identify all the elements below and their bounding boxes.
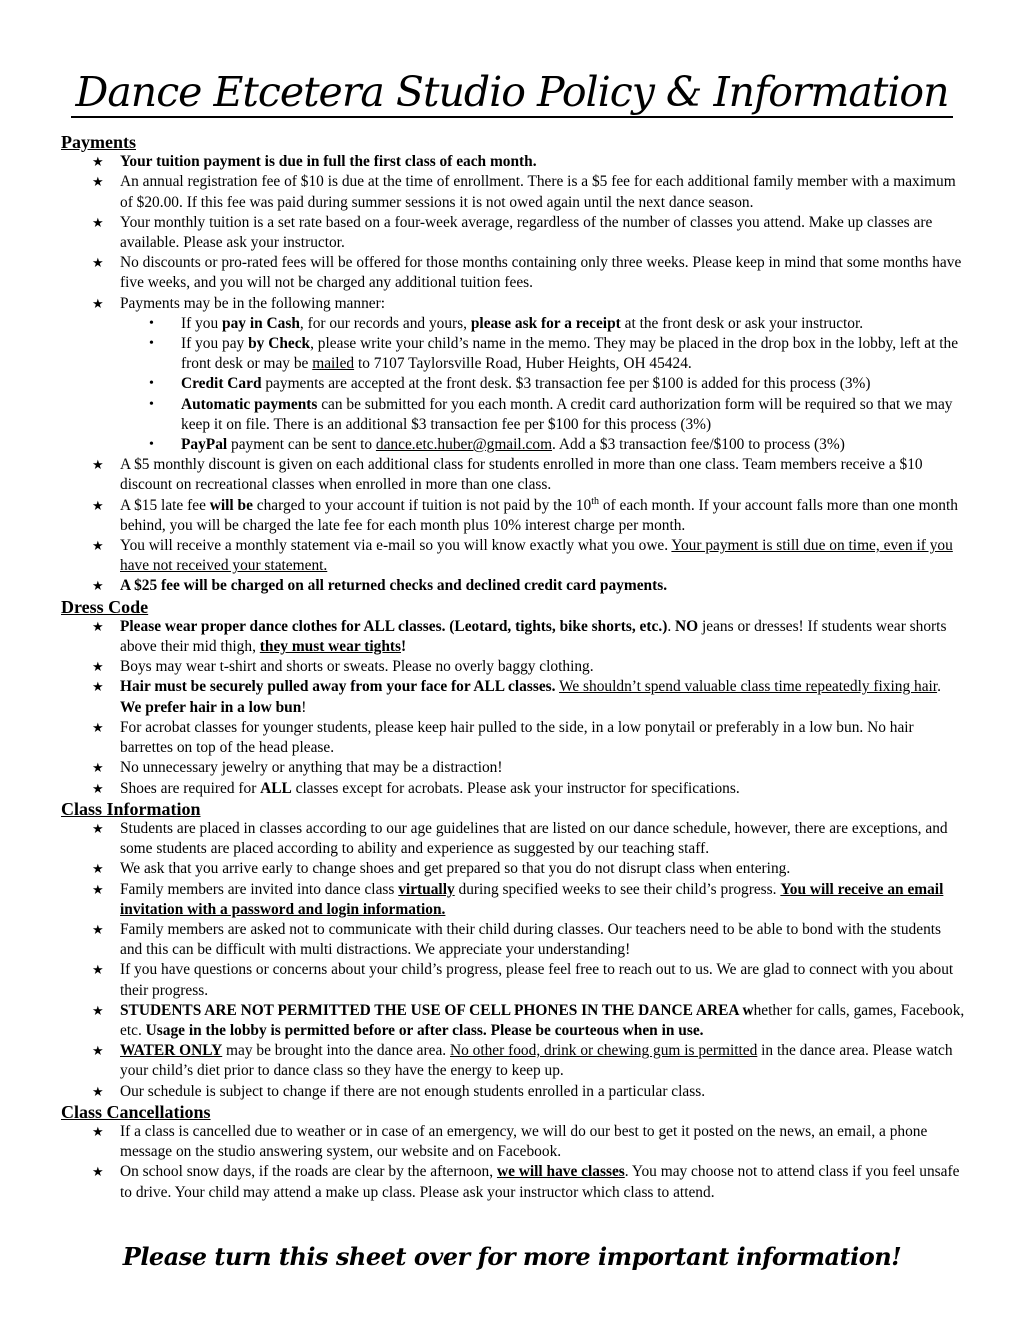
bullet-icon: • (149, 315, 154, 331)
star-icon: ★ (92, 1043, 104, 1059)
star-icon: ★ (92, 1123, 104, 1139)
star-icon: ★ (92, 1164, 104, 1180)
star-icon: ★ (92, 820, 104, 836)
payment-method-check: • If you pay by Check, please write your child’s name in the memo. They may be placed in the drop box in the lobby, left at the front desk or may be mailed to 7107 Taylorsville Road, Huber Heights, OH 45424. (149, 335, 959, 373)
star-icon: ★ (92, 1083, 104, 1099)
payment-method-cash: • If you pay in Cash, for our records and yours, please ask for a receipt at the front desk or ask your instructor. (120, 314, 966, 334)
class-information-heading: Class Information (61, 798, 201, 819)
list-item: ★ Your monthly tuition is a set rate based on a four-week average, regardless of the number of classes you attend. Make up classes are available. Please ask your instructor. (92, 213, 933, 252)
star-icon: ★ (92, 538, 104, 554)
star-icon: ★ (92, 659, 104, 675)
payment-method-automatic: • Automatic payments can be submitted for you each month. A credit card authorization form will be required so that we may keep it on file. There is an additional $3 transaction fee per $100 for this process (3%) (149, 395, 953, 433)
star-icon: ★ (92, 497, 104, 513)
star-icon: ★ (92, 154, 104, 170)
payment-method-card: • Credit Card payments are accepted at the front desk. $3 transaction fee per $100 is added for this process (3%) (120, 374, 966, 394)
star-icon: ★ (92, 881, 104, 897)
star-icon: ★ (92, 457, 104, 473)
star-icon: ★ (92, 1002, 104, 1018)
list-item: ★ Hair must be securely pulled away from your face for ALL classes. We shouldn’t spend valuable class time repeatedly fixing hair. We prefer hair in a low bun! (92, 678, 941, 716)
list-item: ★ If a class is cancelled due to weather or in case of an emergency, we will do our best to get it posted on the news, an email, a phone message on the studio answering system, our website and on Facebook. (92, 1122, 928, 1161)
dress-code-list (61, 617, 966, 799)
list-item: ★ A $25 fee will be charged on all returned checks and declined credit card payments. (61, 576, 966, 596)
policy-content (61, 132, 966, 1203)
star-icon: ★ (92, 295, 104, 311)
bullet-icon: • (149, 376, 154, 392)
star-icon: ★ (92, 921, 104, 937)
list-item: ★ No unnecessary jewelry or anything that may be a distraction! (61, 758, 966, 778)
payments-list (61, 152, 966, 596)
bullet-icon: • (149, 437, 154, 453)
list-item: ★ On school snow days, if the roads are clear by the afternoon, we will have classes. You may choose not to attend class if you feel unsafe to drive. Your child may attend a make up class. Please ask your instructor which class to attend. (92, 1163, 960, 1201)
payment-methods-list (120, 314, 966, 455)
paypal-email-link[interactable]: dance.etc.huber@gmail.com (375, 436, 553, 454)
list-item: ★ Your tuition payment is due in full the first class of each month. (61, 152, 966, 172)
list-item: ★ If you have questions or concerns about your child’s progress, please feel free to reach out to us. We are glad to connect with you about their progress. (92, 961, 954, 999)
star-icon: ★ (92, 578, 104, 594)
star-icon: ★ (92, 861, 104, 877)
list-item: ★ Payments may be in the following manner: • If you pay in Cash, for our records and yours, please ask for a receipt at the front desk or ask your instructor. • If you pay by Check, please write your child’s name in the memo. They may be placed in the drop box in the lobby, left at the front desk or may be mailed to 7107 Taylorsville Road, Huber Heights, OH 45424. • Credit Card payments are accepted at the front desk. $3 transaction fee per $100 is added for this process (3%) • Automatic payments can be submitted for you each month. A credit card authorization form will be required so that we may keep it on file. There is an additional $3 transaction fee per $100 for this process (3%) • PayPal payment can be sent to dance.etc.huber@gmail.com. Add a $3 transaction fee/$100 to process (3%) (61, 294, 966, 456)
page-title: Dance Etcetera Studio Policy & Information (0, 62, 1024, 122)
payment-method-paypal: • PayPal payment can be sent to dance.etc.huber@gmail.com. Add a $3 transaction fee/$100 to process (3%) (120, 435, 966, 455)
class-cancellations-heading: Class Cancellations (61, 1101, 211, 1122)
bullet-icon: • (149, 336, 154, 352)
turn-over-note: Please turn this sheet over for more important information! (122, 1242, 902, 1271)
payments-heading: Payments (61, 132, 136, 152)
list-item: ★ Please wear proper dance clothes for ALL classes. (Leotard, tights, bike shorts, etc.). NO jeans or dresses! If students wear shorts above their mid thigh, they must wear tights! (92, 617, 947, 656)
list-item: ★ An annual registration fee of $10 is due at the time of enrollment. There is a $5 fee for each additional family member with a maximum of $20.00. If this fee was paid during summer sessions it is not owed again until the next dance season. (92, 173, 956, 211)
star-icon: ★ (92, 214, 104, 230)
dress-code-heading: Dress Code (61, 596, 149, 617)
star-icon: ★ (92, 255, 104, 271)
star-icon: ★ (92, 780, 104, 796)
star-icon: ★ (92, 679, 104, 695)
star-icon: ★ (92, 174, 104, 190)
list-item: ★ Family members are asked not to communicate with their child during classes. Our teachers need to be able to bond with the students and this can be difficult with multi distractions. We appreciate your understanding! (92, 920, 942, 959)
list-item: ★ A $15 late fee will be charged to your account if tuition is not paid by the 10th of each month. If your account falls more than one month behind, you will be charged the late fee for each month plus 10% interest charge per month. (92, 495, 958, 534)
list-item: ★ WATER ONLY may be brought into the dance area. No other food, drink or chewing gum is permitted in the dance area. Please watch your child’s diet prior to dance class so they have the energy to keep up. (92, 1042, 953, 1080)
list-item: ★ For acrobat classes for younger students, please keep hair pulled to the side, in a low ponytail or preferably in a low bun. No hair barrettes on top of the head please. (92, 718, 914, 757)
list-item: ★ Shoes are required for ALL classes except for acrobats. Please ask your instructor for specifications. (61, 779, 966, 799)
list-item: ★ Family members are invited into dance class virtually during specified weeks to see their child’s progress. You will receive an email invitation with a password and login information. (92, 880, 944, 918)
star-icon: ★ (92, 760, 104, 776)
list-item: ★ You will receive a monthly statement via e-mail so you will know exactly what you owe. Your payment is still due on time, even if you have not received your statement. (92, 537, 953, 575)
class-information-list (61, 819, 966, 1102)
list-item: ★ A $5 monthly discount is given on each additional class for students enrolled in more than one class. Team members receive a $10 discount on recreational classes when enrolled in more than one class. (92, 456, 923, 494)
star-icon: ★ (92, 618, 104, 634)
star-icon: ★ (92, 962, 104, 978)
class-cancellations-list (61, 1122, 966, 1203)
list-item: ★ No discounts or pro-rated fees will be offered for those months containing only three weeks. Please keep in mind that some months have five weeks, and you will not be charged any additional tuition fees. (92, 254, 962, 292)
list-item: ★ Students are placed in classes according to our age guidelines that are listed on our dance schedule, however, there are exceptions, and some students are placed according to ability and experience as suggested by our teaching staff. (92, 819, 948, 858)
star-icon: ★ (92, 719, 104, 735)
list-item: ★ We ask that you arrive early to change shoes and get prepared so that you do not disrupt class when entering. (61, 859, 966, 879)
list-item: ★ Boys may wear t-shirt and shorts or sweats. Please no overly baggy clothing. (61, 657, 966, 677)
list-item: ★ Our schedule is subject to change if there are not enough students enrolled in a particular class. (61, 1082, 966, 1102)
list-item: ★ STUDENTS ARE NOT PERMITTED THE USE OF CELL PHONES IN THE DANCE AREA whether for calls, games, Facebook, etc. Usage in the lobby is permitted before or after class. Please be courteous when in use. (92, 1001, 965, 1039)
bullet-icon: • (149, 396, 154, 412)
